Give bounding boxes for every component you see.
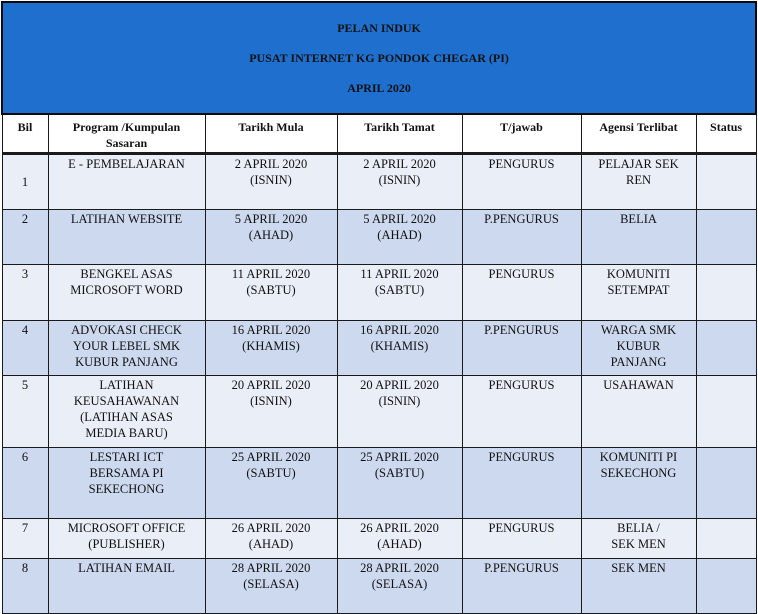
cell-program: ADVOKASI CHECK YOUR LEBEL SMK KUBUR PANJANG [48, 321, 205, 376]
cell-status [696, 154, 756, 210]
header-status: Status [696, 114, 756, 154]
cell-agensi: WARGA SMK KUBUR PANJANG [581, 321, 696, 376]
cell-tarikh-tamat: 20 APRIL 2020 (ISNIN) [337, 376, 462, 448]
cell-tarikh-mula: 11 APRIL 2020 (SABTU) [205, 265, 337, 321]
cell-agensi: USAHAWAN [581, 376, 696, 448]
table-title [2, 2, 756, 114]
plan-table [1, 1, 757, 614]
cell-status [696, 265, 756, 321]
cell-tarikh-tamat: 11 APRIL 2020 (SABTU) [337, 265, 462, 321]
header-agensi: Agensi Terlibat [581, 114, 696, 154]
cell-tarikh-tamat: 16 APRIL 2020 (KHAMIS) [337, 321, 462, 376]
header-tarikh-mula: Tarikh Mula [205, 114, 337, 154]
header-program: Program /Kumpulan Sasaran [48, 114, 205, 154]
title-line-1: PELAN INDUK [337, 21, 421, 35]
table-row [2, 321, 756, 376]
cell-tjawab: P.PENGURUS [462, 559, 581, 614]
cell-program: LATIHAN EMAIL [48, 559, 205, 614]
cell-program: E - PEMBELAJARAN [48, 154, 205, 210]
cell-bil: 4 [2, 321, 48, 376]
table-row [2, 559, 756, 614]
cell-bil: 7 [2, 519, 48, 559]
title-row [2, 2, 756, 114]
cell-program: MICROSOFT OFFICE (PUBLISHER) [48, 519, 205, 559]
document-page [1, 1, 757, 591]
cell-tjawab: PENGURUS [462, 448, 581, 519]
cell-tjawab: PENGURUS [462, 154, 581, 210]
cell-program: LATIHAN WEBSITE [48, 210, 205, 265]
cell-tjawab: PENGURUS [462, 519, 581, 559]
table-row [2, 265, 756, 321]
cell-tarikh-mula: 25 APRIL 2020 (SABTU) [205, 448, 337, 519]
cell-status [696, 376, 756, 448]
cell-tjawab: P.PENGURUS [462, 210, 581, 265]
cell-tarikh-mula: 5 APRIL 2020 (AHAD) [205, 210, 337, 265]
cell-tjawab: PENGURUS [462, 376, 581, 448]
cell-status [696, 559, 756, 614]
cell-tarikh-mula: 20 APRIL 2020 (ISNIN) [205, 376, 337, 448]
cell-tarikh-mula: 2 APRIL 2020 (ISNIN) [205, 154, 337, 210]
cell-tarikh-tamat: 26 APRIL 2020 (AHAD) [337, 519, 462, 559]
title-line-3: APRIL 2020 [347, 81, 411, 95]
cell-status [696, 448, 756, 519]
cell-agensi: PELAJAR SEK REN [581, 154, 696, 210]
table-row [2, 376, 756, 448]
header-tarikh-tamat: Tarikh Tamat [337, 114, 462, 154]
cell-tarikh-mula: 16 APRIL 2020 (KHAMIS) [205, 321, 337, 376]
cell-bil: 2 [2, 210, 48, 265]
table-row [2, 519, 756, 559]
cell-tarikh-mula: 28 APRIL 2020 (SELASA) [205, 559, 337, 614]
cell-bil: 1 [2, 154, 48, 210]
cell-status [696, 210, 756, 265]
cell-program: LATIHAN KEUSAHAWANAN (LATIHAN ASAS MEDIA BARU) [48, 376, 205, 448]
cell-tarikh-tamat: 25 APRIL 2020 (SABTU) [337, 448, 462, 519]
cell-tarikh-tamat: 28 APRIL 2020 (SELASA) [337, 559, 462, 614]
cell-tarikh-tamat: 2 APRIL 2020 (ISNIN) [337, 154, 462, 210]
cell-program: LESTARI ICT BERSAMA PI SEKECHONG [48, 448, 205, 519]
header-row [2, 114, 756, 154]
cell-bil: 8 [2, 559, 48, 614]
cell-tarikh-mula: 26 APRIL 2020 (AHAD) [205, 519, 337, 559]
cell-program: BENGKEL ASAS MICROSOFT WORD [48, 265, 205, 321]
cell-agensi: BELIA / SEK MEN [581, 519, 696, 559]
table-row [2, 154, 756, 210]
cell-agensi: SEK MEN [581, 559, 696, 614]
header-bil: Bil [2, 114, 48, 154]
cell-agensi: BELIA [581, 210, 696, 265]
cell-bil: 5 [2, 376, 48, 448]
cell-tjawab: P.PENGURUS [462, 321, 581, 376]
table-row [2, 210, 756, 265]
title-line-2: PUSAT INTERNET KG PONDOK CHEGAR (PI) [249, 51, 509, 65]
cell-tarikh-tamat: 5 APRIL 2020 (AHAD) [337, 210, 462, 265]
cell-tjawab: PENGURUS [462, 265, 581, 321]
table-row [2, 448, 756, 519]
cell-bil: 3 [2, 265, 48, 321]
header-tjawab: T/jawab [462, 114, 581, 154]
cell-status [696, 519, 756, 559]
cell-bil: 6 [2, 448, 48, 519]
cell-agensi: KOMUNITI SETEMPAT [581, 265, 696, 321]
cell-status [696, 321, 756, 376]
cell-agensi: KOMUNITI PI SEKECHONG [581, 448, 696, 519]
